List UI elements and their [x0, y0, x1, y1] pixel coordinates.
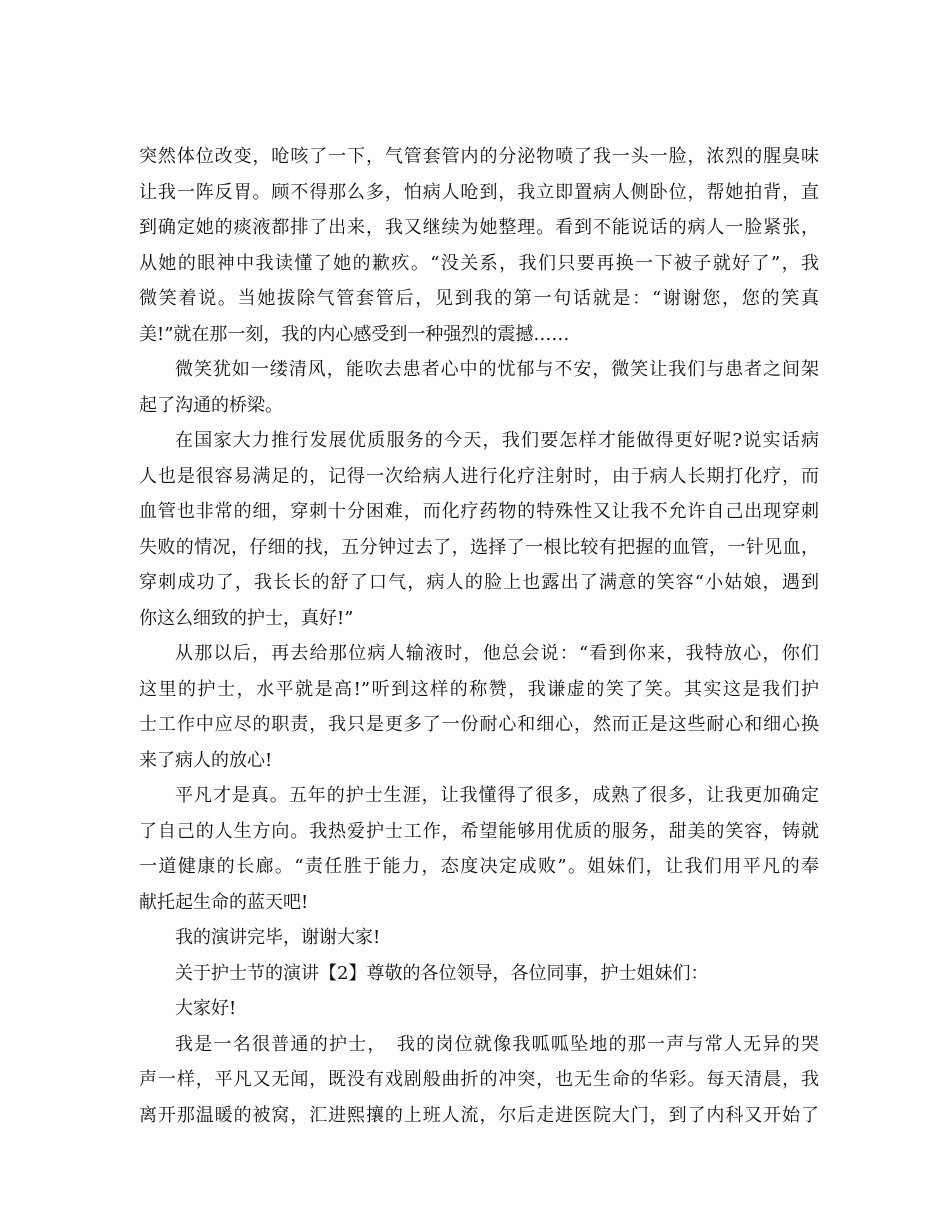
text-line: 美!”就在那一刻，我的内心感受到一种强烈的震撼……: [139, 323, 570, 345]
text-line: 士工作中应尽的职责，我只是更多了一份耐心和细心，然而正是这些耐心和细心换: [139, 714, 819, 735]
text-line: 突然体位改变，呛咳了一下，气管套管内的分泌物喷了我一头一脸，浓烈的腥臭味: [139, 146, 819, 167]
text-line: 让我一阵反胃。顾不得那么多，怕病人呛到，我立即置病人侧卧位，帮她拍背，直: [139, 181, 819, 203]
text-line: 声一样，平凡又无闻，既没有戏剧般曲折的冲突，也无生命的华彩。每天清晨，我: [139, 1069, 819, 1090]
text-line: 微笑着说。当她拔除气管套管后，见到我的第一句话就是：“谢谢您，您的笑真: [139, 288, 819, 309]
text-line: 来了病人的放心!: [139, 749, 273, 771]
text-line: 血管也非常的细，穿刺十分困难，而化疗药物的特殊性又让我不允许自己出现穿刺: [139, 501, 819, 522]
text-line: 从那以后，再去给那位病人输液时，他总会说：“看到你来，我特放心，你们: [175, 643, 819, 664]
text-line: 我是一名很普通的护士， 我的岗位就像我呱呱坠地的那一声与常人无异的哭: [175, 1033, 819, 1055]
text-line: 大家好!: [175, 998, 237, 1019]
text-line: 平凡才是真。五年的护士生涯，让我懂得了很多，成熟了很多，让我更加确定: [175, 785, 819, 806]
text-line: 关于护士节的演讲【2】尊敬的各位领导，各位同事，护士姐妹们：: [175, 962, 709, 984]
text-line: 到确定她的痰液都排了出来，我又继续为她整理。看到不能说话的病人一脸紧张，: [139, 217, 819, 238]
text-line: 这里的护士，水平就是高!”听到这样的称赞，我谦虚的笑了笑。其实这是我们护: [139, 678, 819, 700]
text-line: 献托起生命的蓝天吧!: [139, 891, 309, 913]
text-line: 从她的眼神中我读懂了她的歉疚。“没关系，我们只要再换一下被子就好了”，我: [139, 252, 819, 274]
text-line: 了自己的人生方向。我热爱护士工作，希望能够用优质的服务，甜美的笑容，铸就: [139, 820, 819, 842]
text-line: 我的演讲完毕，谢谢大家!: [175, 927, 381, 948]
body-text: [139, 139, 819, 1133]
text-line: 起了沟通的桥梁。: [139, 394, 283, 416]
text-line: 离开那温暖的被窝，汇进熙攘的上班人流，尔后走进医院大门，到了内科又开始了: [139, 1104, 819, 1126]
text-line: 在国家大力推行发展优质服务的今天，我们要怎样才能做得更好呢?说实话病: [175, 430, 819, 451]
text-line: 一道健康的长廊。“责任胜于能力，态度决定成败”。姐妹们，让我们用平凡的奉: [139, 856, 819, 877]
text-line: 你这么细致的护士，真好!”: [139, 607, 354, 629]
text-line: 失败的情况，仔细的找，五分钟过去了，选择了一根比较有把握的血管，一针见血，: [139, 536, 819, 558]
text-line: 微笑犹如一缕清风，能吹去患者心中的忧郁与不安，微笑让我们与患者之间架: [175, 359, 819, 380]
text-line: 穿刺成功了，我长长的舒了口气，病人的脸上也露出了满意的笑容“小姑娘，遇到: [139, 572, 819, 593]
text-line: 人也是很容易满足的，记得一次给病人进行化疗注射时，由于病人长期打化疗，而: [139, 465, 819, 487]
